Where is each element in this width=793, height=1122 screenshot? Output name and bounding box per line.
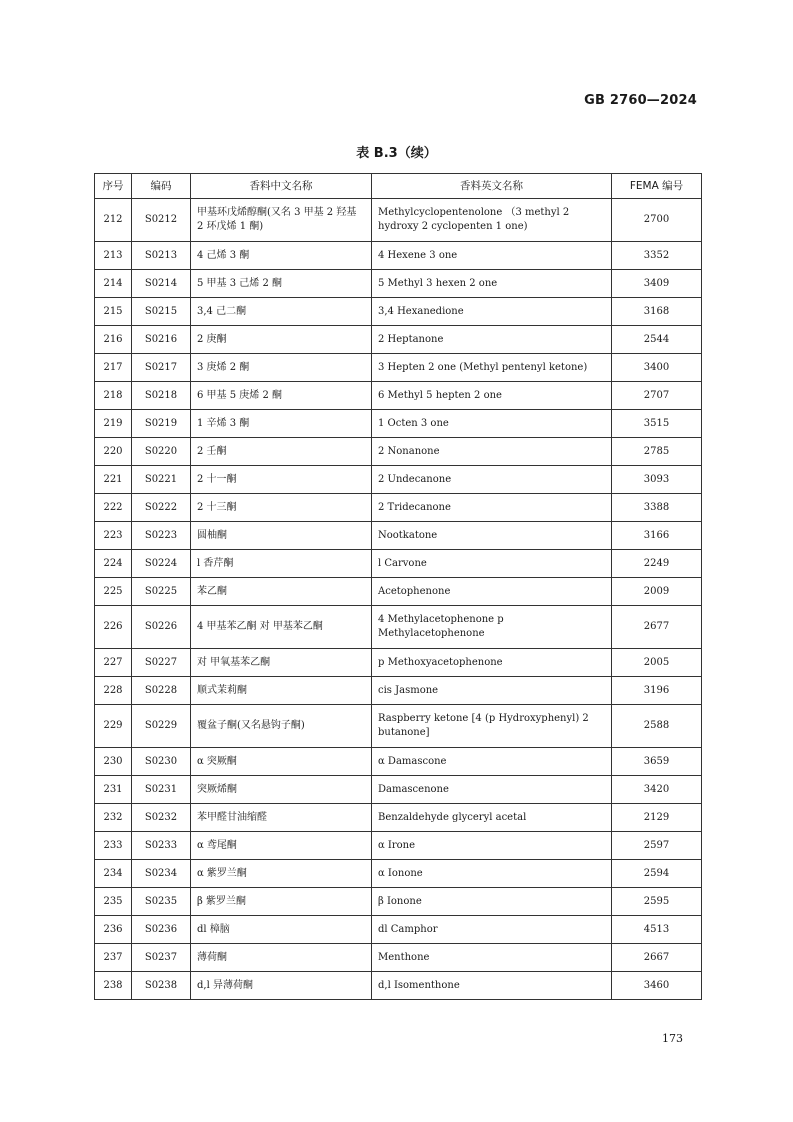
- cell-chinese-name: 苯甲醛甘油缩醛: [191, 804, 372, 832]
- cell-number: 236: [95, 916, 132, 944]
- cell-code: S0218: [132, 382, 191, 410]
- cell-chinese-name: d,l 异薄荷酮: [191, 972, 372, 1000]
- cell-fema-number: 2595: [612, 888, 702, 916]
- cell-english-name: β Ionone: [372, 888, 612, 916]
- cell-number: 221: [95, 466, 132, 494]
- cell-english-name: 2 Undecanone: [372, 466, 612, 494]
- cell-english-name: Damascenone: [372, 776, 612, 804]
- cell-code: S0235: [132, 888, 191, 916]
- cell-chinese-name: 苯乙酮: [191, 578, 372, 606]
- cell-code: S0230: [132, 748, 191, 776]
- cell-fema-number: 3409: [612, 270, 702, 298]
- cell-fema-number: 2009: [612, 578, 702, 606]
- page-number: 173: [662, 1032, 683, 1045]
- cell-fema-number: 3352: [612, 242, 702, 270]
- cell-fema-number: 3196: [612, 677, 702, 705]
- cell-fema-number: 2588: [612, 705, 702, 748]
- cell-code: S0216: [132, 326, 191, 354]
- cell-english-name: 4 Methylacetophenone p Methylacetophenone: [372, 606, 612, 649]
- table-row: [95, 550, 702, 578]
- cell-code: S0232: [132, 804, 191, 832]
- cell-number: 220: [95, 438, 132, 466]
- cell-code: S0226: [132, 606, 191, 649]
- table-row: [95, 494, 702, 522]
- cell-code: S0227: [132, 649, 191, 677]
- cell-number: 230: [95, 748, 132, 776]
- cell-number: 224: [95, 550, 132, 578]
- cell-code: S0213: [132, 242, 191, 270]
- cell-english-name: Nootkatone: [372, 522, 612, 550]
- cell-code: S0223: [132, 522, 191, 550]
- cell-chinese-name: 顺式茉莉酮: [191, 677, 372, 705]
- cell-english-name: 2 Nonanone: [372, 438, 612, 466]
- cell-fema-number: 4513: [612, 916, 702, 944]
- table-row: [95, 354, 702, 382]
- cell-chinese-name: 覆盆子酮(又名悬钩子酮): [191, 705, 372, 748]
- cell-number: 212: [95, 199, 132, 242]
- cell-code: S0229: [132, 705, 191, 748]
- cell-chinese-name: 2 十三酮: [191, 494, 372, 522]
- cell-chinese-name: 2 壬酮: [191, 438, 372, 466]
- cell-chinese-name: l 香芹酮: [191, 550, 372, 578]
- cell-number: 234: [95, 860, 132, 888]
- cell-code: S0231: [132, 776, 191, 804]
- column-header-chinese-name: 香料中文名称: [191, 174, 372, 199]
- cell-code: S0215: [132, 298, 191, 326]
- table-row: [95, 606, 702, 649]
- cell-chinese-name: 突厥烯酮: [191, 776, 372, 804]
- cell-code: S0221: [132, 466, 191, 494]
- cell-fema-number: 3388: [612, 494, 702, 522]
- cell-english-name: 4 Hexene 3 one: [372, 242, 612, 270]
- cell-chinese-name: 1 辛烯 3 酮: [191, 410, 372, 438]
- table-row: [95, 776, 702, 804]
- cell-chinese-name: 4 己烯 3 酮: [191, 242, 372, 270]
- cell-english-name: l Carvone: [372, 550, 612, 578]
- table-row: [95, 972, 702, 1000]
- table-title: 表 B.3（续）: [356, 146, 437, 161]
- cell-chinese-name: 甲基环戊烯醇酮(又名 3 甲基 2 羟基 2 环戊烯 1 酮): [191, 199, 372, 242]
- cell-number: 216: [95, 326, 132, 354]
- cell-fema-number: 2700: [612, 199, 702, 242]
- cell-number: 213: [95, 242, 132, 270]
- cell-chinese-name: 2 十一酮: [191, 466, 372, 494]
- cell-fema-number: 3460: [612, 972, 702, 1000]
- table-row: [95, 860, 702, 888]
- cell-fema-number: 2594: [612, 860, 702, 888]
- cell-fema-number: 2544: [612, 326, 702, 354]
- cell-chinese-name: 2 庚酮: [191, 326, 372, 354]
- table-row: [95, 522, 702, 550]
- cell-code: S0238: [132, 972, 191, 1000]
- cell-english-name: 5 Methyl 3 hexen 2 one: [372, 270, 612, 298]
- cell-number: 232: [95, 804, 132, 832]
- cell-code: S0212: [132, 199, 191, 242]
- cell-chinese-name: β 紫罗兰酮: [191, 888, 372, 916]
- cell-english-name: 6 Methyl 5 hepten 2 one: [372, 382, 612, 410]
- cell-english-name: 2 Tridecanone: [372, 494, 612, 522]
- table-row: [95, 888, 702, 916]
- cell-fema-number: 3166: [612, 522, 702, 550]
- table-row: [95, 649, 702, 677]
- cell-english-name: 2 Heptanone: [372, 326, 612, 354]
- cell-chinese-name: α 鸢尾酮: [191, 832, 372, 860]
- table-row: [95, 199, 702, 242]
- cell-fema-number: 3168: [612, 298, 702, 326]
- cell-fema-number: 2707: [612, 382, 702, 410]
- cell-code: S0224: [132, 550, 191, 578]
- flavor-table: [94, 173, 702, 1000]
- cell-english-name: α Damascone: [372, 748, 612, 776]
- cell-number: 217: [95, 354, 132, 382]
- table-row: [95, 748, 702, 776]
- cell-number: 228: [95, 677, 132, 705]
- cell-number: 233: [95, 832, 132, 860]
- cell-code: S0222: [132, 494, 191, 522]
- cell-english-name: Methylcyclopentenolone （3 methyl 2 hydroxy 2 cyclopenten 1 one): [372, 199, 612, 242]
- cell-chinese-name: dl 樟脑: [191, 916, 372, 944]
- cell-number: 218: [95, 382, 132, 410]
- cell-number: 229: [95, 705, 132, 748]
- cell-fema-number: 2249: [612, 550, 702, 578]
- table-row: [95, 916, 702, 944]
- cell-fema-number: 2597: [612, 832, 702, 860]
- cell-chinese-name: 圆柚酮: [191, 522, 372, 550]
- cell-code: S0225: [132, 578, 191, 606]
- cell-english-name: 1 Octen 3 one: [372, 410, 612, 438]
- cell-english-name: dl Camphor: [372, 916, 612, 944]
- table-row: [95, 298, 702, 326]
- table-row: [95, 705, 702, 748]
- cell-code: S0220: [132, 438, 191, 466]
- cell-english-name: α Irone: [372, 832, 612, 860]
- table-row: [95, 466, 702, 494]
- cell-number: 227: [95, 649, 132, 677]
- cell-number: 235: [95, 888, 132, 916]
- cell-code: S0236: [132, 916, 191, 944]
- cell-chinese-name: 3 庚烯 2 酮: [191, 354, 372, 382]
- table-row: [95, 677, 702, 705]
- table-row: [95, 242, 702, 270]
- cell-chinese-name: α 紫罗兰酮: [191, 860, 372, 888]
- cell-english-name: p Methoxyacetophenone: [372, 649, 612, 677]
- cell-fema-number: 2129: [612, 804, 702, 832]
- cell-fema-number: 2677: [612, 606, 702, 649]
- cell-code: S0219: [132, 410, 191, 438]
- cell-fema-number: 3093: [612, 466, 702, 494]
- cell-english-name: cis Jasmone: [372, 677, 612, 705]
- table-row: [95, 326, 702, 354]
- cell-code: S0217: [132, 354, 191, 382]
- cell-english-name: α Ionone: [372, 860, 612, 888]
- cell-chinese-name: 5 甲基 3 己烯 2 酮: [191, 270, 372, 298]
- column-header-code: 编码: [132, 174, 191, 199]
- cell-number: 238: [95, 972, 132, 1000]
- cell-code: S0233: [132, 832, 191, 860]
- cell-english-name: 3,4 Hexanedione: [372, 298, 612, 326]
- cell-chinese-name: 6 甲基 5 庚烯 2 酮: [191, 382, 372, 410]
- cell-number: 223: [95, 522, 132, 550]
- cell-fema-number: 3515: [612, 410, 702, 438]
- table-row: [95, 438, 702, 466]
- cell-english-name: Benzaldehyde glyceryl acetal: [372, 804, 612, 832]
- cell-fema-number: 2667: [612, 944, 702, 972]
- cell-chinese-name: α 突厥酮: [191, 748, 372, 776]
- table-row: [95, 410, 702, 438]
- cell-number: 225: [95, 578, 132, 606]
- table-header-row: [95, 174, 702, 199]
- cell-english-name: Raspberry ketone [4 (p Hydroxyphenyl) 2 butanone]: [372, 705, 612, 748]
- cell-fema-number: 3659: [612, 748, 702, 776]
- cell-code: S0228: [132, 677, 191, 705]
- cell-english-name: Acetophenone: [372, 578, 612, 606]
- cell-fema-number: 2005: [612, 649, 702, 677]
- cell-number: 222: [95, 494, 132, 522]
- cell-chinese-name: 3,4 己二酮: [191, 298, 372, 326]
- table-row: [95, 804, 702, 832]
- cell-english-name: d,l Isomenthone: [372, 972, 612, 1000]
- standard-code: GB 2760—2024: [584, 93, 697, 108]
- column-header-no: 序号: [95, 174, 132, 199]
- cell-fema-number: 3420: [612, 776, 702, 804]
- cell-english-name: Menthone: [372, 944, 612, 972]
- cell-number: 237: [95, 944, 132, 972]
- cell-fema-number: 2785: [612, 438, 702, 466]
- cell-number: 215: [95, 298, 132, 326]
- cell-code: S0214: [132, 270, 191, 298]
- cell-chinese-name: 薄荷酮: [191, 944, 372, 972]
- table-row: [95, 578, 702, 606]
- cell-chinese-name: 4 甲基苯乙酮 对 甲基苯乙酮: [191, 606, 372, 649]
- table-row: [95, 270, 702, 298]
- cell-number: 214: [95, 270, 132, 298]
- cell-number: 219: [95, 410, 132, 438]
- cell-english-name: 3 Hepten 2 one (Methyl pentenyl ketone): [372, 354, 612, 382]
- cell-code: S0237: [132, 944, 191, 972]
- table-row: [95, 944, 702, 972]
- cell-chinese-name: 对 甲氧基苯乙酮: [191, 649, 372, 677]
- column-header-english-name: 香料英文名称: [372, 174, 612, 199]
- cell-code: S0234: [132, 860, 191, 888]
- table-row: [95, 832, 702, 860]
- cell-fema-number: 3400: [612, 354, 702, 382]
- table-row: [95, 382, 702, 410]
- cell-number: 226: [95, 606, 132, 649]
- column-header-fema: FEMA 编号: [612, 174, 702, 199]
- cell-number: 231: [95, 776, 132, 804]
